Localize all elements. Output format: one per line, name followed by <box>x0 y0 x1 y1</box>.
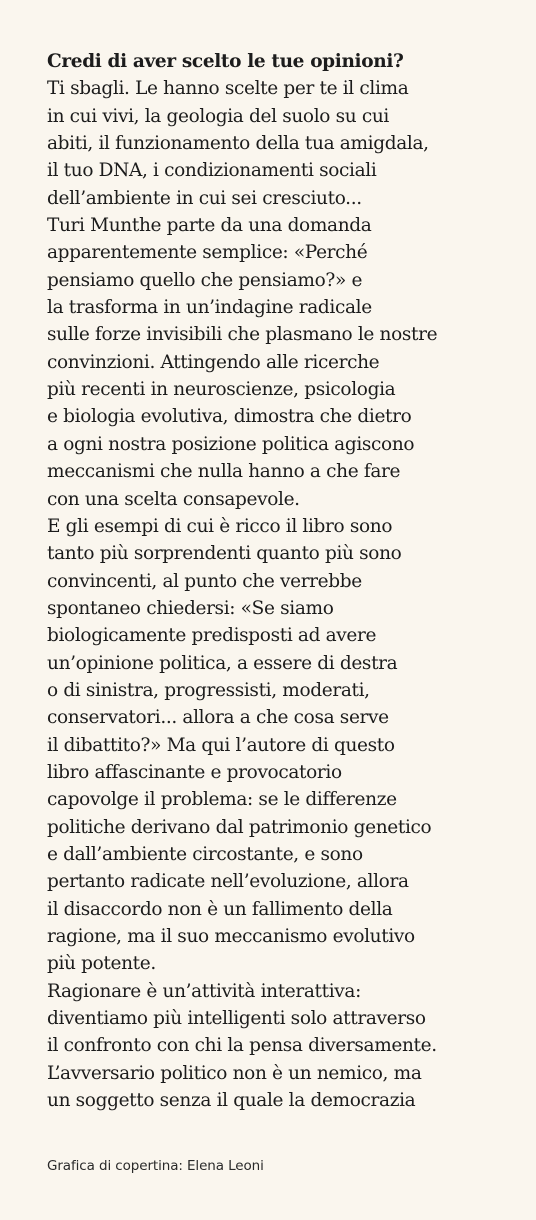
blurb-line: E gli esempi di cui è ricco il libro sono <box>47 515 393 537</box>
blurb-heading: Credi di aver scelto le tue opinioni? <box>47 51 404 72</box>
blurb-line: più potente. <box>47 953 156 975</box>
blurb-line: meccanismi che nulla hanno a che fare <box>47 461 401 483</box>
blurb-text <box>47 48 517 1114</box>
blurb-line: tanto più sorprendenti quanto più sono <box>47 543 402 565</box>
blurb-line: la trasforma in un’indagine radicale <box>47 297 372 319</box>
blurb-line: convincenti, al punto che verrebbe <box>47 570 362 592</box>
blurb-line: ragione, ma il suo meccanismo evolutivo <box>47 926 415 947</box>
blurb-line: pensiamo quello che pensiamo?» e <box>47 269 363 291</box>
blurb-line: il tuo DNA, i condizionamenti sociali <box>47 160 377 182</box>
blurb-line: apparentemente semplice: «Perché <box>47 242 368 264</box>
blurb-line: e dall’ambiente circostante, e sono <box>47 843 363 865</box>
blurb-line: L’avversario politico non è un nemico, ma <box>47 1062 422 1084</box>
blurb-line: dell’ambiente in cui sei cresciuto... <box>47 187 362 209</box>
blurb-line: Turi Munthe parte da una domanda <box>47 215 372 237</box>
blurb-line: un’opinione politica, a essere di destra <box>47 652 398 674</box>
blurb-line: in cui vivi, la geologia del suolo su cui <box>47 105 389 127</box>
blurb-line: conservatori... allora a che cosa serve <box>47 707 389 729</box>
blurb-line: un soggetto senza il quale la democrazia <box>47 1090 416 1112</box>
blurb-line: il confronto con chi la pensa diversamente. <box>47 1035 437 1057</box>
blurb-line: a ogni nostra posizione politica agiscono <box>47 433 415 455</box>
blurb-line: o di sinistra, progressisti, moderati, <box>47 679 370 701</box>
blurb-line: spontaneo chiedersi: «Se siamo <box>47 597 334 619</box>
blurb-line: abiti, il funzionamento della tua amigdala, <box>47 133 429 155</box>
cover-design-credit: Grafica di copertina: Elena Leoni <box>47 1158 264 1174</box>
blurb-line: pertanto radicate nell’evoluzione, allora <box>47 871 409 893</box>
blurb-line: sulle forze invisibili che plasmano le nostre <box>47 324 438 346</box>
blurb-line: biologicamente predisposti ad avere <box>47 625 377 647</box>
blurb-line: Ragionare è un’attività interattiva: <box>47 980 361 1002</box>
blurb-line: e biologia evolutiva, dimostra che dietro <box>47 406 412 428</box>
blurb-line: libro affascinante e provocatorio <box>47 761 342 783</box>
blurb-line: convinzioni. Attingendo alle ricerche <box>47 351 380 373</box>
blurb-line: con una scelta consapevole. <box>47 488 300 510</box>
blurb-line: il dibattito?» Ma qui l’autore di questo <box>47 734 395 756</box>
blurb-line: politiche derivano dal patrimonio genetico <box>47 816 432 838</box>
blurb-line: Ti sbagli. Le hanno scelte per te il clima <box>47 78 409 100</box>
blurb-line: più recenti in neuroscienze, psicologia <box>47 379 396 401</box>
blurb-line: capovolge il problema: se le differenze <box>47 789 397 811</box>
blurb-line: diventiamo più intelligenti solo attraverso <box>47 1008 426 1030</box>
blurb-line: il disaccordo non è un fallimento della <box>47 898 393 920</box>
